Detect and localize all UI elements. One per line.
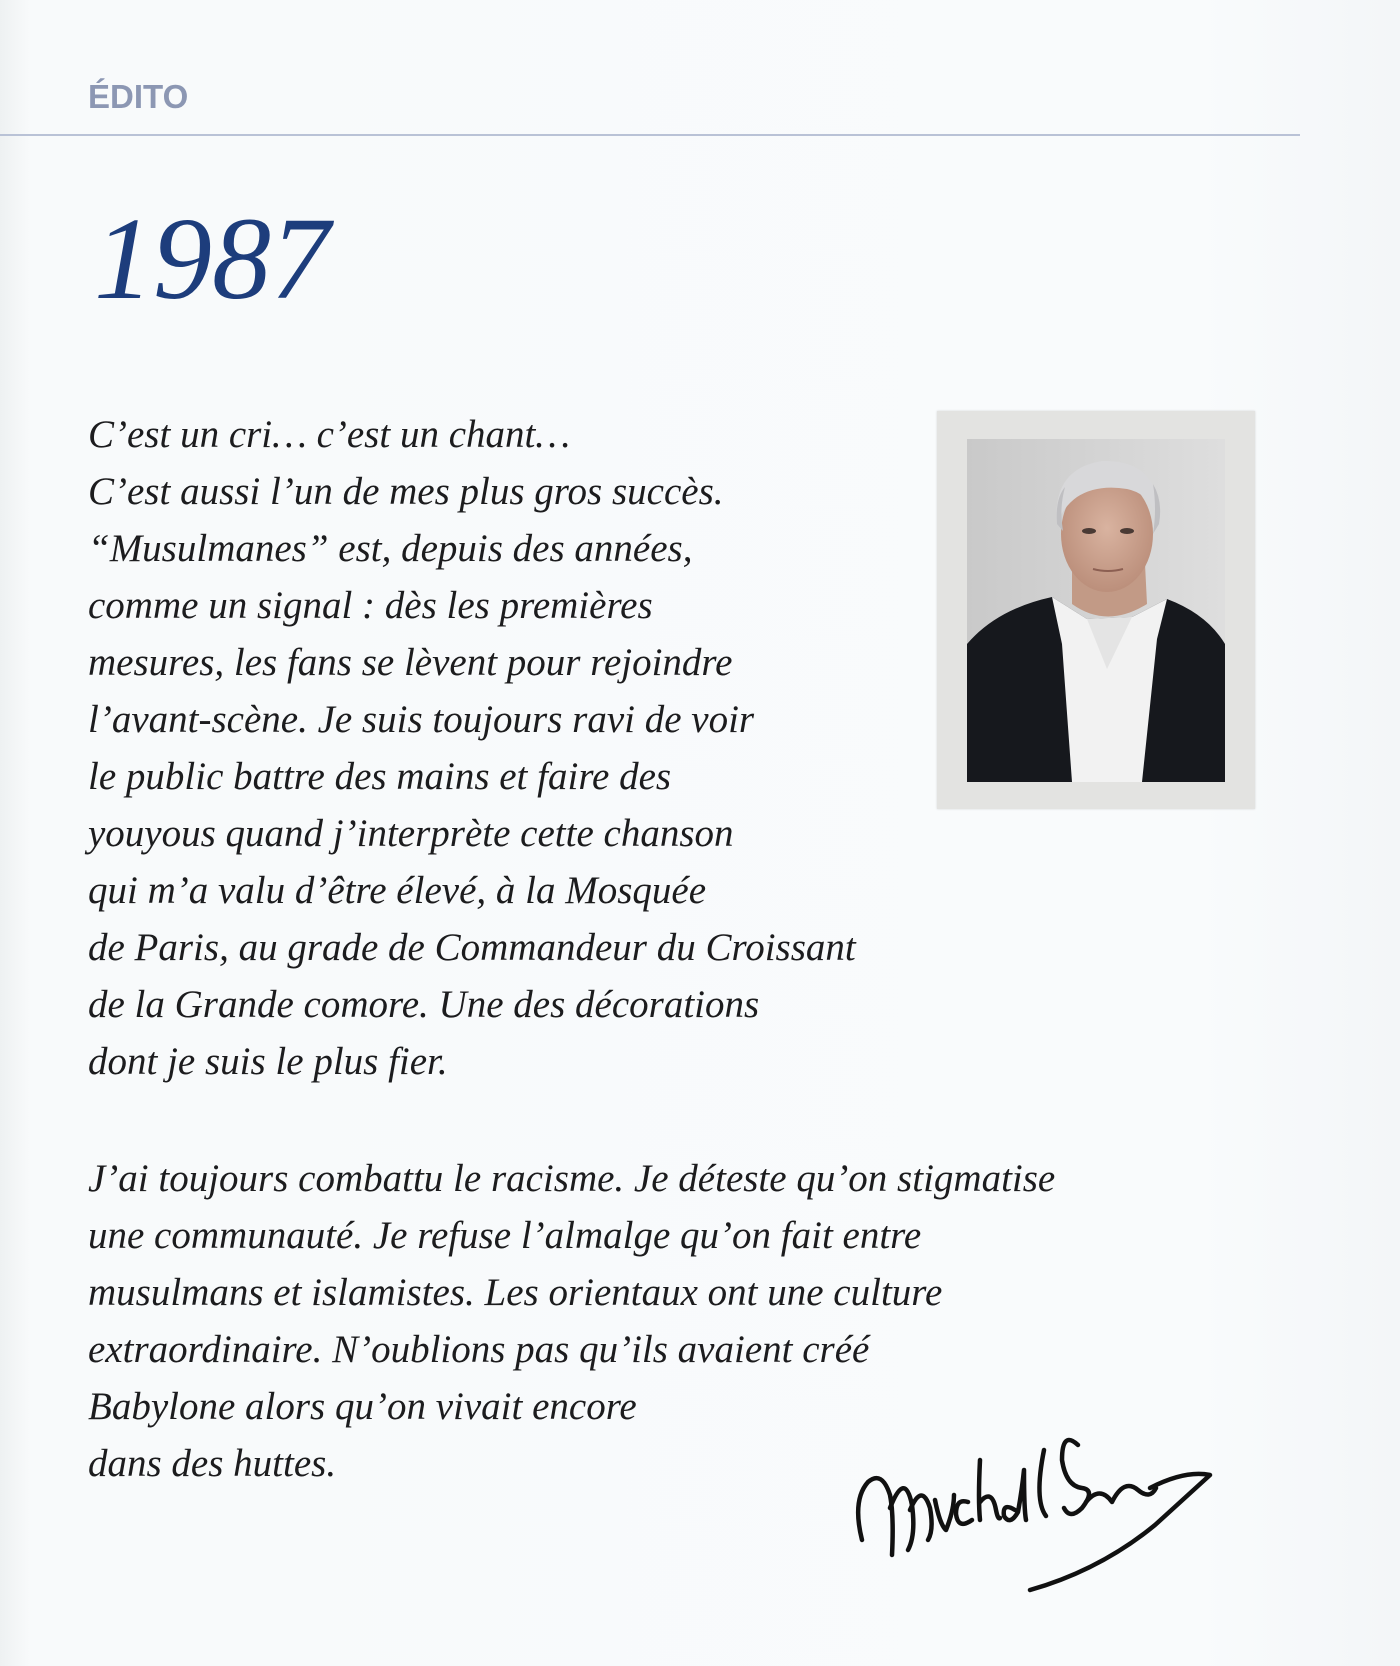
paragraph-line: le public battre des mains et faire des [88,755,672,798]
paragraph-line: dont je suis le plus fier. [88,1040,448,1083]
paragraph-line: l’avant-scène. Je suis toujours ravi de voir [88,698,755,741]
portrait-photo [967,439,1225,782]
paragraph-line: musulmans et islamistes. Les orientaux ont une culture [88,1271,943,1314]
paragraph-line: une communauté. Je refuse l’almalge qu’on fait entre [88,1214,922,1257]
paragraph-line: comme un signal : dès les premières [88,584,653,627]
paragraph-line: dans des huttes. [88,1442,337,1485]
section-label: ÉDITO [88,78,189,115]
paragraph-line: youyous quand j’interprète cette chanson [88,812,734,855]
paragraph-line: C’est aussi l’un de mes plus gros succès. [88,470,724,513]
paragraph-line: de la Grande comore. Une des décorations [88,983,760,1026]
page-title-year: 1987 [94,193,330,324]
paragraph-1 [88,406,856,1090]
paragraph-line: de Paris, au grade de Commandeur du Croissant [88,926,856,969]
paragraph-line: qui m’a valu d’être élevé, à la Mosquée [88,869,707,912]
paragraph-line: extraordinaire. N’oublions pas qu’ils avaient créé [88,1328,870,1371]
handwritten-signature [850,1390,1250,1600]
header-rule [0,134,1300,136]
paragraph-line: J’ai toujours combattu le racisme. Je déteste qu’on stigmatise [88,1157,1056,1200]
paragraph-line: Babylone alors qu’on vivait encore [88,1385,637,1428]
paragraph-line: “Musulmanes” est, depuis des années, [88,527,693,570]
paragraph-line: C’est un cri… c’est un chant… [88,413,571,456]
paragraph-line: mesures, les fans se lèvent pour rejoindre [88,641,733,684]
portrait-photo-frame [937,411,1255,809]
